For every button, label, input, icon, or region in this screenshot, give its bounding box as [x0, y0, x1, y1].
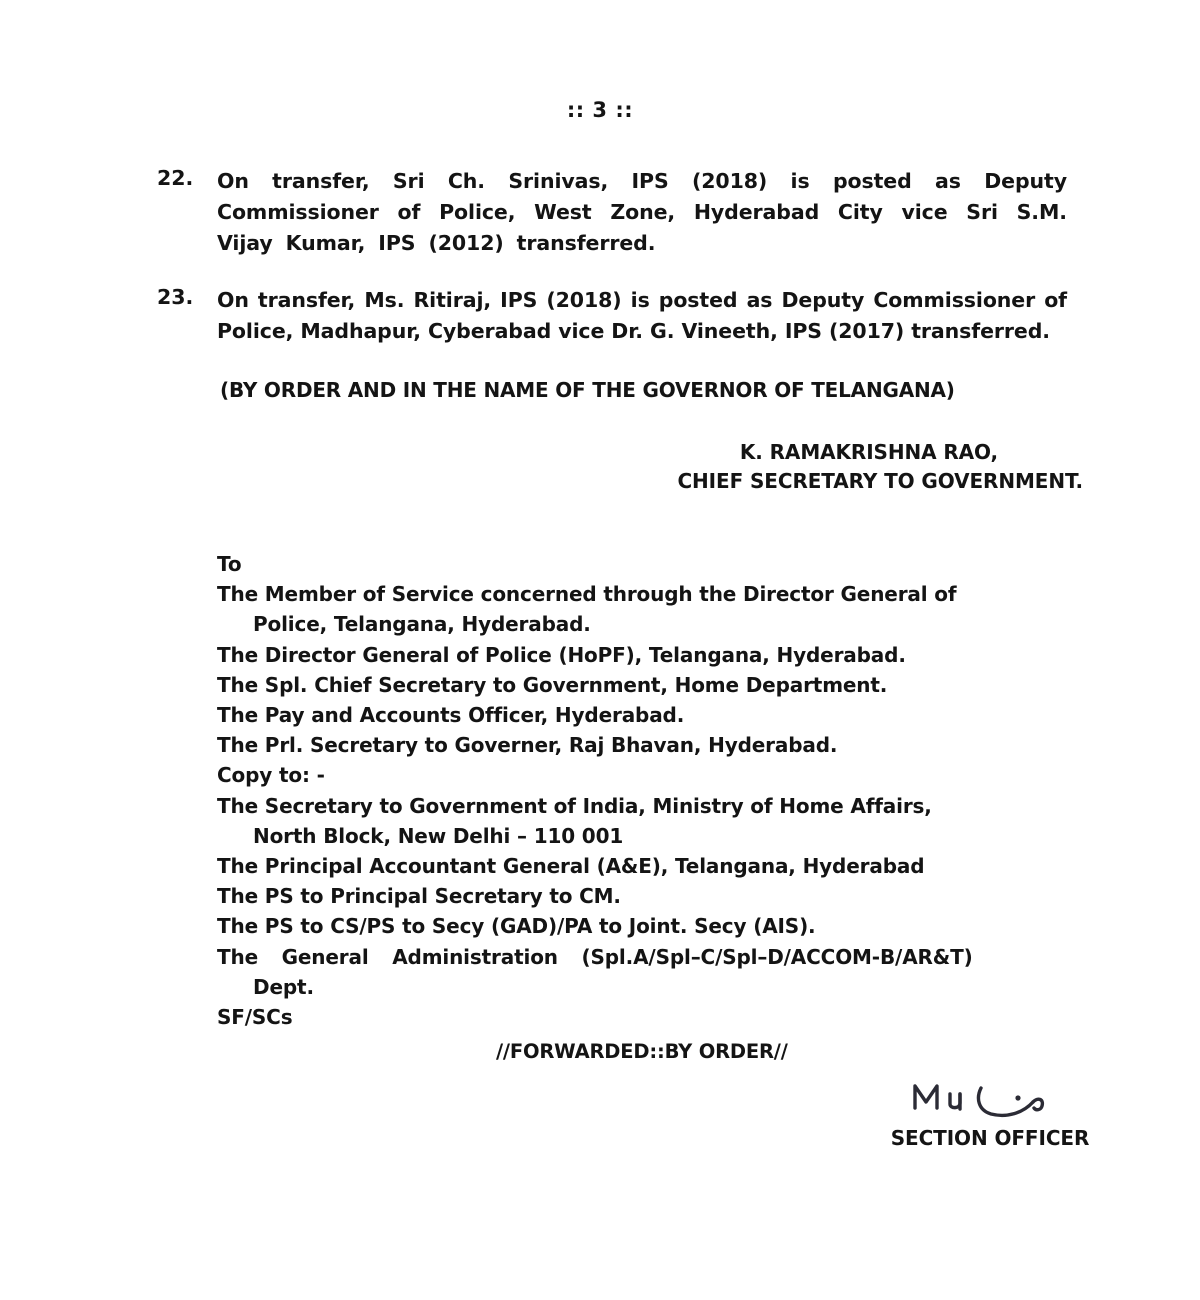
distribution-line: The PS to Principal Secretary to CM. [217, 884, 621, 909]
order-item [157, 166, 1067, 259]
distribution-line: The PS to CS/PS to Secy (GAD)/PA to Joint. Secy (AIS). [217, 914, 816, 939]
handwritten-signature-icon [905, 1078, 1075, 1124]
distribution-line: The General Administration (Spl.A/Spl–C/Spl–D/ACCOM-B/AR&T) [217, 944, 973, 969]
signatory-block [0, 440, 1083, 493]
page-number-marker: :: 3 :: [566, 98, 634, 122]
order-item-number: 23. [157, 285, 194, 309]
distribution-list [217, 549, 1077, 1032]
order-item [157, 285, 1067, 347]
distribution-line: The Secretary to Government of India, Ministry of Home Affairs, [217, 793, 932, 818]
order-item-number: 22. [157, 166, 194, 190]
distribution-line: Police, Telangana, Hyderabad. [253, 612, 591, 637]
section-officer-block [880, 1078, 1100, 1150]
distribution-heading: To [217, 552, 242, 576]
distribution-line: The Director General of Police (HoPF), Telangana, Hyderabad. [217, 642, 906, 667]
order-items-list [157, 166, 1067, 373]
distribution-line: Dept. [253, 974, 314, 999]
distribution-line: North Block, New Delhi – 110 001 [253, 823, 624, 848]
copy-to-heading: Copy to: - [217, 763, 325, 788]
forwarded-note: //FORWARDED::BY ORDER// [496, 1040, 788, 1063]
signatory-designation: CHIEF SECRETARY TO GOVERNMENT. [677, 469, 1083, 493]
distribution-line: The Pay and Accounts Officer, Hyderabad. [217, 703, 685, 728]
distribution-line: The Prl. Secretary to Governer, Raj Bhavan, Hyderabad. [217, 733, 838, 758]
signature-dot [1015, 1095, 1020, 1100]
order-item-text: On transfer, Sri Ch. Srinivas, IPS (2018) is posted as Deputy Commissioner of Police, West Zone, Hyderabad City vice Sri S.M. Vijay Kumar, IPS (2012) transferred. [217, 169, 1067, 255]
distribution-line: The Spl. Chief Secretary to Government, Home Department. [217, 672, 888, 697]
distribution-line: SF/SCs [217, 1005, 293, 1030]
section-officer-title: SECTION OFFICER [890, 1126, 1090, 1150]
order-item-text: On transfer, Ms. Ritiraj, IPS (2018) is posted as Deputy Commissioner of Police, Madhapur, Cyberabad vice Dr. G. Vineeth, IPS (2017) transferred. [217, 288, 1067, 343]
distribution-line: The Member of Service concerned through the Director General of [217, 582, 957, 607]
signatory-name: K. RAMAKRISHNA RAO, [739, 440, 998, 464]
distribution-line: The Principal Accountant General (A&E), Telangana, Hyderabad [217, 854, 925, 879]
order-statement: (BY ORDER AND IN THE NAME OF THE GOVERNOR OF TELANGANA) [220, 378, 955, 402]
